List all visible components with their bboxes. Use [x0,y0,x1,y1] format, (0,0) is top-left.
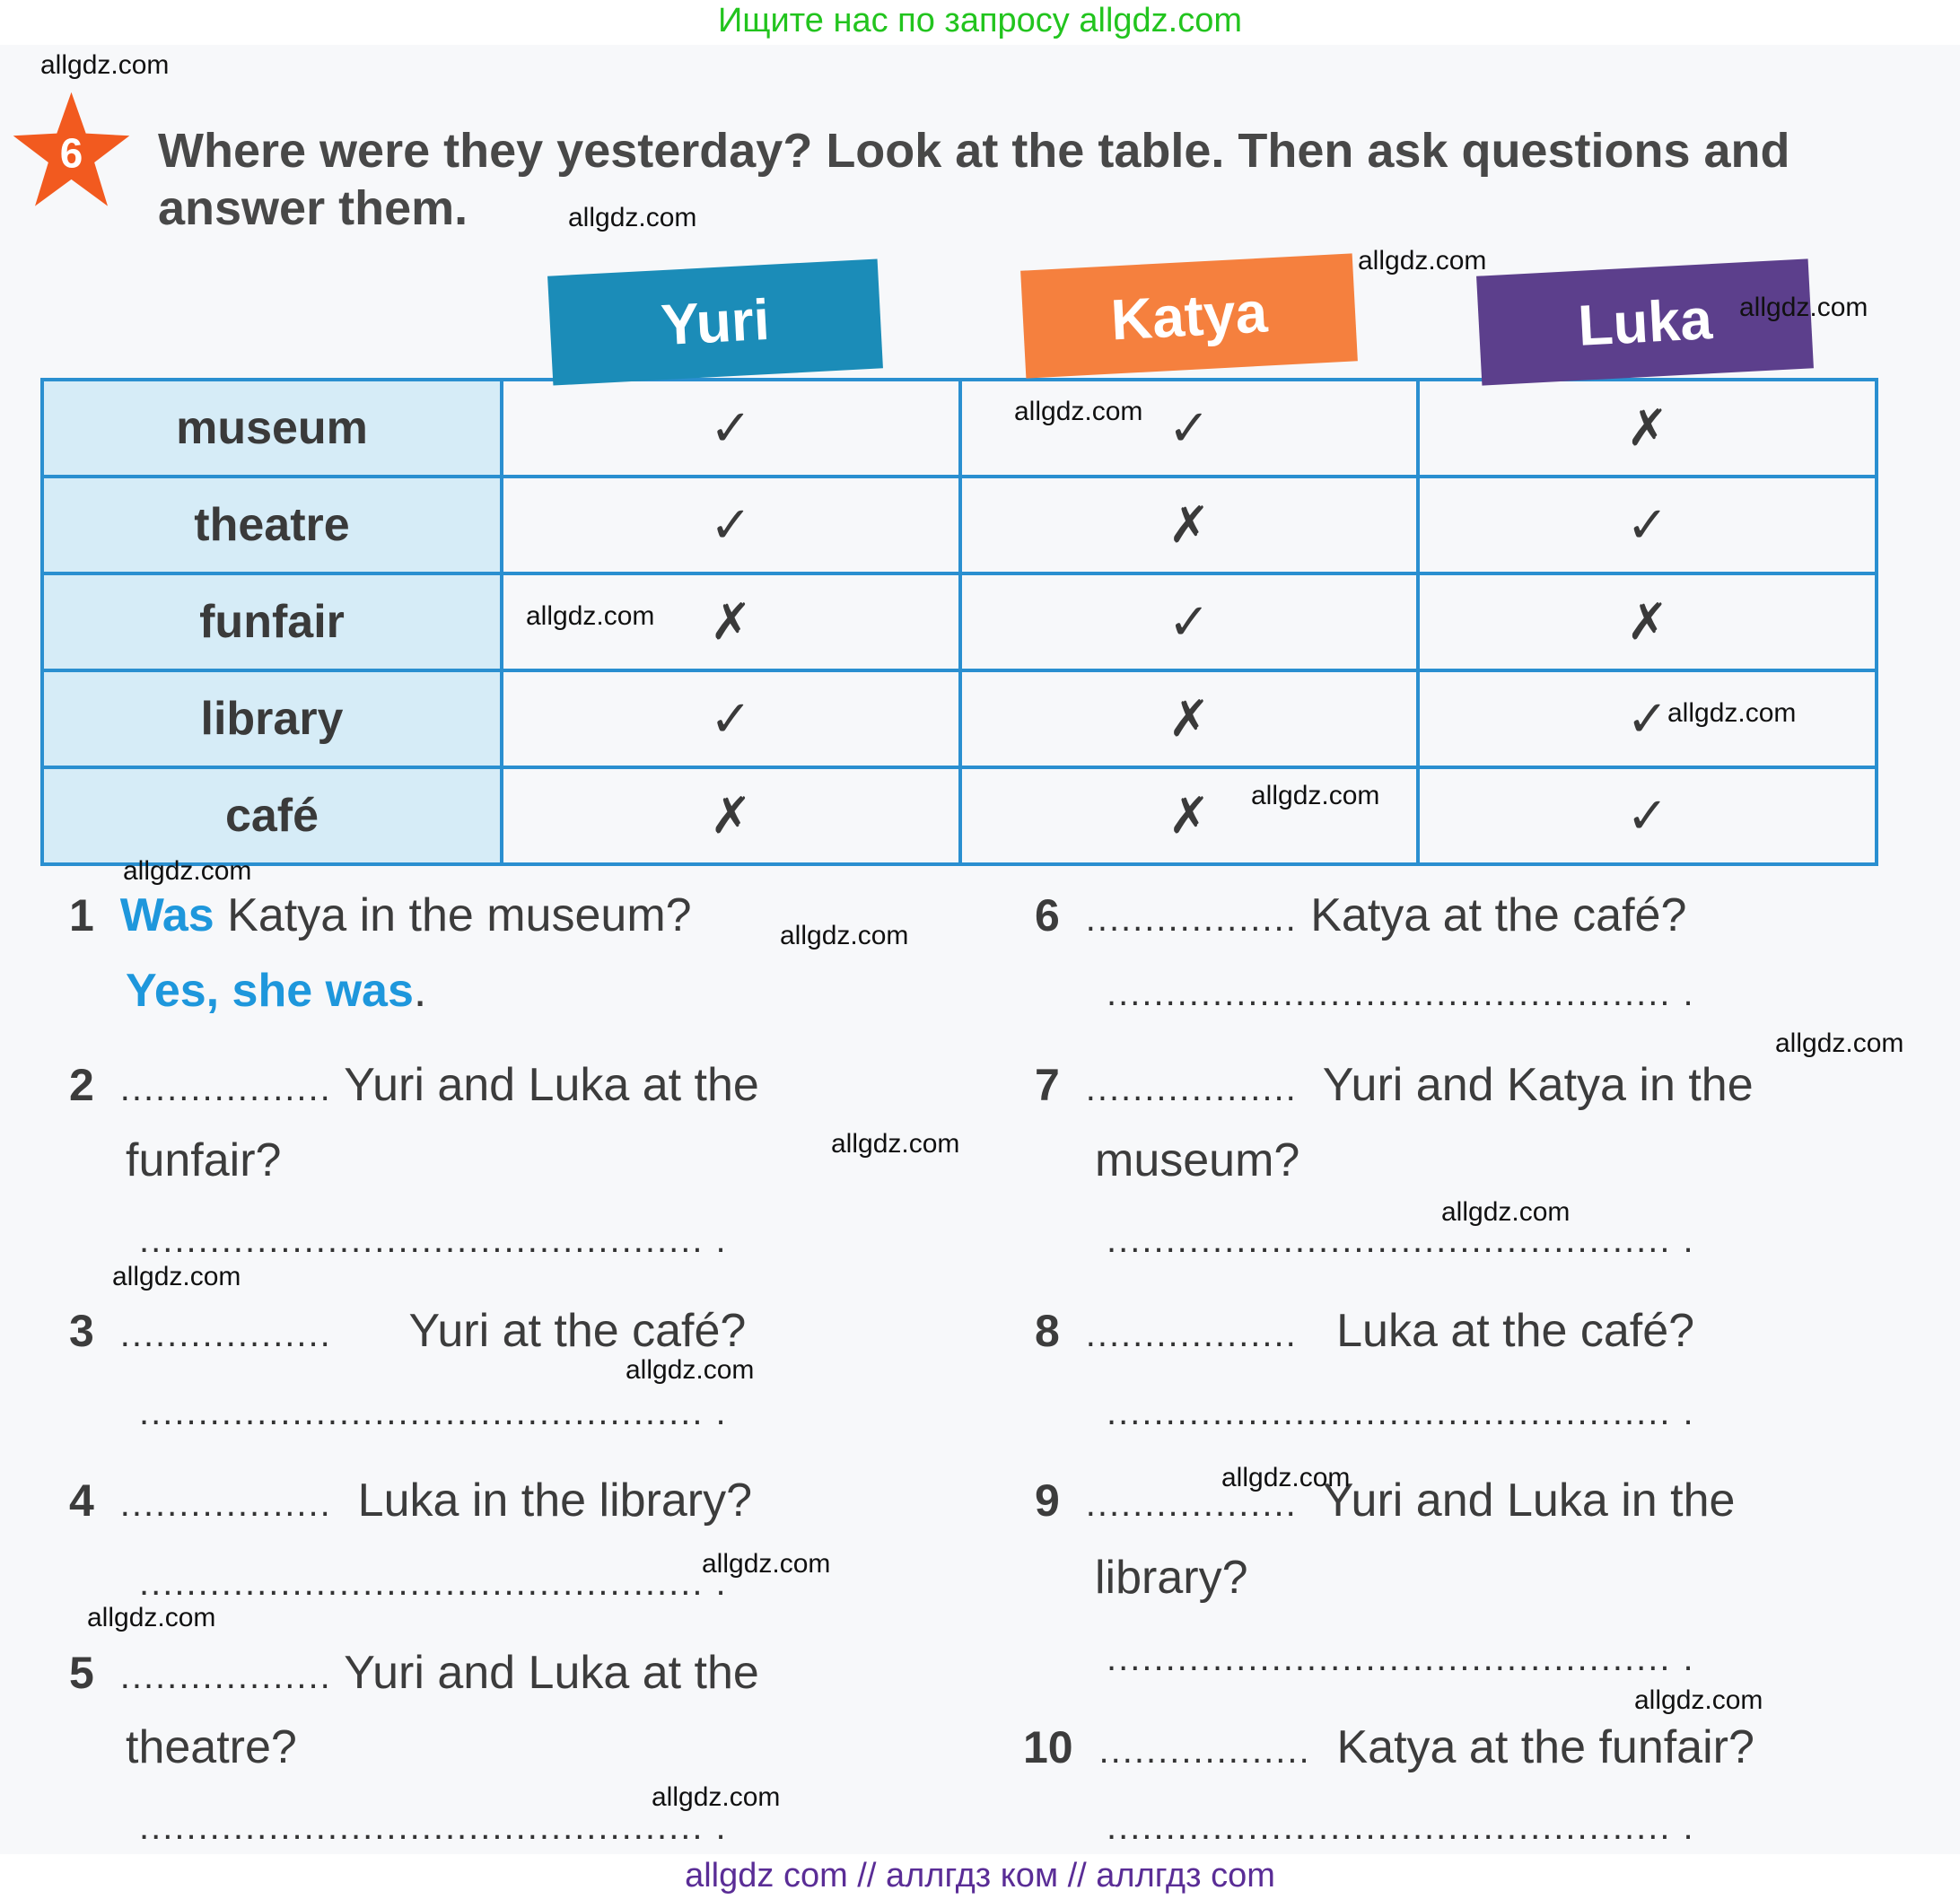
question-number: 6 [1035,890,1060,941]
cross-icon: ✗ [502,573,960,670]
watermark: allgdz.com [831,1129,960,1159]
place-cell: museum [42,380,502,477]
cross-icon: ✗ [960,767,1419,864]
period: . [413,965,427,1017]
question-4 [69,1474,752,1531]
watermark: allgdz.com [652,1782,781,1812]
question-6 [1035,888,1686,946]
watermark: allgdz.com [1634,1685,1763,1715]
place-cell: funfair [42,573,502,670]
watermark: allgdz.com [123,856,252,886]
attendance-table [40,378,1878,866]
question-2-cont: funfair? [126,1134,282,1186]
question-2 [69,1058,759,1116]
watermark: allgdz.com [626,1355,755,1385]
cross-icon: ✗ [502,767,960,864]
header-luka: Luka [1476,258,1814,385]
question-text: Yuri and Luka in the [1322,1475,1736,1527]
question-number: 9 [1035,1475,1060,1526]
blank[interactable]: .................. [1085,899,1298,939]
check-icon: ✓ [502,380,960,477]
question-text: Yuri and Luka at the [344,1059,759,1111]
watermark: allgdz.com [1775,1028,1904,1058]
question-text: Katya at the funfair? [1336,1721,1754,1773]
question-10 [1023,1720,1754,1778]
footer-links[interactable]: allgdz com // аллгдз ком // аллгдз com [685,1857,1275,1895]
table-row [42,380,1877,477]
watermark: allgdz.com [526,601,655,631]
answer-line-9[interactable]: ................................................ . [1107,1639,1695,1678]
answer-1 [126,964,426,1018]
watermark: allgdz.com [1251,781,1380,810]
question-number: 8 [1035,1306,1060,1356]
cross-icon: ✗ [960,477,1419,573]
check-icon: ✓ [960,573,1419,670]
exercise-star-icon [11,90,132,211]
check-icon: ✓ [1418,767,1877,864]
answer-line-4[interactable]: ................................................ . [139,1563,728,1603]
question-5-cont: theatre? [126,1721,297,1773]
header-katya: Katya [1020,253,1358,378]
table-row [42,573,1877,670]
place-cell: library [42,670,502,767]
question-8 [1035,1304,1694,1361]
check-icon: ✓ [960,380,1419,477]
watermark: allgdz.com [40,50,170,80]
watermark: allgdz.com [1441,1197,1571,1227]
watermark: allgdz.com [1221,1463,1351,1492]
question-text: Yuri and Katya in the [1322,1059,1754,1111]
watermark: allgdz.com [702,1549,831,1579]
question-text: Luka in the library? [357,1475,753,1527]
watermark: allgdz.com [1358,246,1487,276]
question-text: Katya in the museum? [214,889,692,941]
watermark: allgdz.com [87,1603,216,1632]
question-1 [69,888,692,942]
blank[interactable]: .................. [1085,1484,1298,1524]
question-9-cont: library? [1095,1552,1248,1604]
question-text: Yuri at the café? [408,1305,747,1357]
blank[interactable]: .................. [119,1315,332,1354]
cross-icon: ✗ [1418,380,1877,477]
watermark: allgdz.com [1739,293,1868,322]
watermark: allgdz.com [1014,397,1143,426]
watermark: allgdz.com [568,203,697,232]
check-icon: ✓ [1418,477,1877,573]
table-row [42,767,1877,864]
answer-line-2[interactable]: ................................................ . [139,1221,728,1260]
question-text: Yuri and Luka at the [344,1647,759,1699]
check-icon: ✓ [502,670,960,767]
cross-icon: ✗ [1418,573,1877,670]
table-row [42,670,1877,767]
question-number: 4 [69,1475,94,1526]
question-number: 7 [1035,1060,1060,1110]
table-row [42,477,1877,573]
blank[interactable]: .................. [1098,1731,1311,1771]
blank[interactable]: .................. [119,1484,332,1524]
question-number: 3 [69,1306,94,1356]
question-5 [69,1646,759,1703]
answer-line-6[interactable]: ................................................ . [1107,974,1695,1013]
blank[interactable]: .................. [119,1069,332,1108]
place-cell: theatre [42,477,502,573]
blank[interactable]: .................. [119,1657,332,1696]
answer-line-7[interactable]: ................................................ . [1107,1221,1695,1260]
question-number: 1 [69,890,94,941]
answer-line-5[interactable]: ................................................ . [139,1807,728,1847]
question-number: 10 [1023,1722,1073,1772]
search-banner[interactable]: Ищите нас по запросу allgdz.com [717,2,1242,39]
answer-text: Yes, she was [126,965,414,1017]
question-7-cont: museum? [1095,1134,1300,1186]
blank[interactable]: .................. [1085,1069,1298,1108]
answer-line-10[interactable]: ................................................ . [1107,1807,1695,1847]
answer-line-8[interactable]: ................................................ . [1107,1393,1695,1432]
answer-line-3[interactable]: ................................................ . [139,1393,728,1432]
question-7 [1035,1058,1754,1116]
cross-icon: ✗ [960,670,1419,767]
question-text: Katya at the café? [1310,889,1687,941]
question-9 [1035,1474,1735,1531]
exercise-number: 6 [59,129,83,177]
exercise-instruction: Where were they yesterday? Look at the table. Then ask questions and answer them. [158,124,1790,235]
check-icon: ✓ [1418,670,1877,767]
watermark: allgdz.com [780,921,909,950]
header-yuri: Yuri [547,258,883,385]
question-number: 2 [69,1060,94,1110]
blank[interactable]: .................. [1085,1315,1298,1354]
watermark: allgdz.com [112,1262,241,1291]
question-number: 5 [69,1648,94,1698]
question-text: Luka at the café? [1336,1305,1695,1357]
check-icon: ✓ [502,477,960,573]
answer-word: Was [119,889,214,941]
watermark: allgdz.com [1667,698,1797,728]
place-cell: café [42,767,502,864]
question-3 [69,1304,746,1361]
